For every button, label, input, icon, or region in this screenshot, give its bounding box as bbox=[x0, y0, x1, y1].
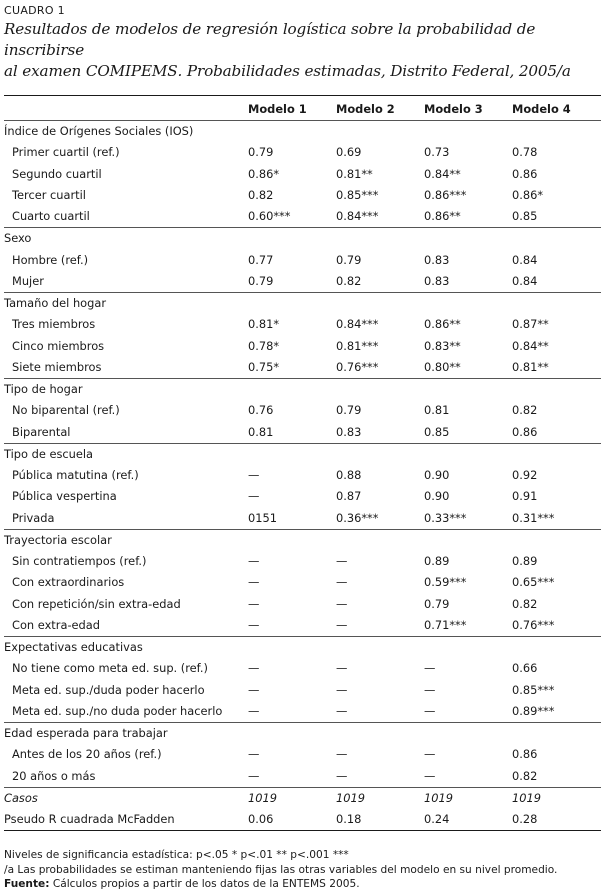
source-text-pre: Cálculos propios a partir de los datos de la bbox=[49, 878, 283, 891]
note-a: /a Las probabilidades se estiman manteniendo fijas las otras variables del modelo en su nivel promedio. bbox=[4, 863, 558, 876]
cell: 1019 bbox=[424, 787, 512, 809]
cell: 0.69 bbox=[336, 145, 362, 160]
cell: 0.83 bbox=[424, 273, 450, 288]
cell: 0.81*** bbox=[336, 338, 379, 353]
cell: 0.85 bbox=[512, 209, 538, 223]
table-row bbox=[4, 465, 601, 486]
cell: 0.86** bbox=[424, 209, 461, 223]
cell: 0.82 bbox=[512, 596, 538, 611]
row-label: Mujer bbox=[12, 273, 44, 288]
table-row bbox=[4, 680, 601, 701]
cell: 0.82 bbox=[512, 403, 538, 418]
cell: — bbox=[336, 575, 348, 590]
table-row bbox=[4, 185, 601, 206]
cell: 0.83** bbox=[424, 338, 461, 353]
column-header: Modelo 2 bbox=[336, 96, 424, 121]
table-row bbox=[4, 142, 601, 163]
header-row bbox=[4, 96, 601, 121]
table-row bbox=[4, 572, 601, 593]
cell: — bbox=[336, 703, 348, 718]
bottom-rule bbox=[4, 830, 601, 831]
group-row bbox=[4, 121, 601, 143]
cell: 0.86* bbox=[512, 187, 544, 202]
cell: 0.81** bbox=[336, 166, 373, 181]
cell: 0151 bbox=[248, 510, 277, 525]
cell: — bbox=[248, 768, 260, 783]
source-acronym: ENTEMS bbox=[282, 878, 326, 891]
group-label: Tipo de escuela bbox=[4, 443, 601, 465]
row-label: Biparental bbox=[12, 424, 71, 439]
table-label: CUADRO 1 bbox=[4, 4, 65, 17]
table-notes bbox=[4, 848, 601, 892]
column-header: Modelo 3 bbox=[424, 96, 512, 121]
cell: — bbox=[424, 747, 436, 762]
title-acronym: COMIPEMS bbox=[85, 62, 178, 80]
table-row bbox=[4, 766, 601, 788]
cell: — bbox=[424, 703, 436, 718]
table-row bbox=[4, 486, 601, 507]
cell: — bbox=[248, 661, 260, 676]
cell: — bbox=[336, 554, 348, 568]
cell: 0.24 bbox=[424, 812, 450, 826]
cell: 0.90 bbox=[424, 468, 450, 482]
cell: 0.92 bbox=[512, 468, 538, 482]
cell: 0.84 bbox=[512, 273, 538, 288]
title-line-2 bbox=[4, 61, 601, 82]
row-label: No biparental (ref.) bbox=[12, 403, 120, 418]
row-label: Meta ed. sup./no duda poder hacerlo bbox=[12, 703, 223, 718]
table-row bbox=[4, 400, 601, 421]
cell: — bbox=[248, 554, 260, 568]
cell: 0.79 bbox=[248, 273, 274, 288]
cell: 0.86*** bbox=[424, 187, 467, 202]
group-row bbox=[4, 637, 601, 659]
row-label: Pública vespertina bbox=[12, 489, 117, 504]
source-label: Fuente: bbox=[4, 878, 50, 891]
group-label: Tipo de hogar bbox=[4, 379, 601, 401]
cell: 0.87** bbox=[512, 317, 549, 332]
cell: 0.86 bbox=[512, 747, 538, 762]
cell: 0.89 bbox=[424, 554, 450, 568]
cell: — bbox=[336, 682, 348, 697]
cell: — bbox=[248, 747, 260, 762]
cell: 1019 bbox=[248, 787, 336, 809]
cell: — bbox=[336, 617, 348, 632]
cell: — bbox=[248, 575, 260, 590]
cell: 0.86 bbox=[512, 424, 538, 439]
cell: 0.79 bbox=[248, 145, 274, 160]
cell: 0.87 bbox=[336, 489, 362, 504]
cell: — bbox=[248, 489, 260, 504]
cell: 0.82 bbox=[512, 768, 538, 783]
cell: 0.86* bbox=[248, 166, 280, 181]
pseudo-r2-row bbox=[4, 809, 601, 830]
table-row bbox=[4, 744, 601, 765]
cell: 0.85*** bbox=[336, 187, 379, 202]
cell: 0.86 bbox=[512, 166, 538, 181]
cell: 0.60*** bbox=[248, 209, 291, 223]
row-label: Cinco miembros bbox=[12, 338, 105, 353]
row-label: Cuarto cuartil bbox=[12, 209, 90, 223]
row-label: Segundo cuartil bbox=[12, 166, 102, 181]
table-row bbox=[4, 250, 601, 271]
row-label: Antes de los 20 años (ref.) bbox=[12, 747, 162, 762]
row-label: Pseudo R cuadrada McFadden bbox=[4, 812, 175, 826]
row-label: Pública matutina (ref.) bbox=[12, 468, 139, 482]
cell: 0.18 bbox=[336, 812, 362, 826]
cell: — bbox=[336, 661, 348, 676]
group-label: Tamaño del hogar bbox=[4, 293, 601, 315]
row-label: Con repetición/sin extra-edad bbox=[12, 596, 181, 611]
cell: 0.71*** bbox=[424, 617, 467, 632]
cell: 0.78* bbox=[248, 338, 280, 353]
cell: 0.06 bbox=[248, 812, 274, 826]
significance-note: Niveles de significancia estadística: p<.05 * p<.01 ** p<.001 *** bbox=[4, 849, 349, 862]
table-row bbox=[4, 271, 601, 293]
row-label: No tiene como meta ed. sup. (ref.) bbox=[12, 661, 208, 676]
cell: 0.84*** bbox=[336, 317, 379, 332]
group-label: Expectativas educativas bbox=[4, 637, 601, 659]
cell: 0.82 bbox=[336, 273, 362, 288]
column-header: Modelo 1 bbox=[248, 96, 336, 121]
row-label: Primer cuartil (ref.) bbox=[12, 145, 120, 160]
group-row bbox=[4, 443, 601, 465]
cell: — bbox=[248, 703, 260, 718]
cell: 0.76*** bbox=[336, 359, 379, 374]
cell: 0.85*** bbox=[512, 682, 555, 697]
casos-row bbox=[4, 787, 601, 809]
cell: 0.66 bbox=[512, 661, 538, 676]
row-label: Tercer cuartil bbox=[12, 187, 86, 202]
cell: 0.78 bbox=[512, 145, 538, 160]
cell: 0.85 bbox=[424, 424, 450, 439]
cell: 0.84** bbox=[512, 338, 549, 353]
cell: 0.79 bbox=[336, 403, 362, 418]
group-label: Índice de Orígenes Sociales (IOS) bbox=[4, 121, 601, 143]
cell: 1019 bbox=[512, 787, 601, 809]
table-body bbox=[4, 121, 601, 788]
row-label: Siete miembros bbox=[12, 359, 102, 374]
cell: 0.65*** bbox=[512, 575, 555, 590]
cell: 0.33*** bbox=[424, 510, 467, 525]
cell: 0.59*** bbox=[424, 575, 467, 590]
cell: 0.84** bbox=[424, 166, 461, 181]
row-label: Con extraordinarios bbox=[12, 575, 125, 590]
cell: 0.83 bbox=[336, 424, 362, 439]
group-label: Edad esperada para trabajar bbox=[4, 723, 601, 745]
row-label: Meta ed. sup./duda poder hacerlo bbox=[12, 682, 205, 697]
cell: 0.86** bbox=[424, 317, 461, 332]
cell: — bbox=[248, 617, 260, 632]
cell: 0.81 bbox=[248, 424, 274, 439]
table-row bbox=[4, 594, 601, 615]
cell: 0.79 bbox=[424, 596, 450, 611]
row-label: Con extra-edad bbox=[12, 617, 100, 632]
cell: — bbox=[336, 747, 348, 762]
cell: 0.89 bbox=[512, 554, 538, 568]
cell: 0.81 bbox=[424, 403, 450, 418]
table-row bbox=[4, 206, 601, 228]
cell: — bbox=[424, 661, 436, 676]
table-row bbox=[4, 701, 601, 723]
cell: 0.36*** bbox=[336, 510, 379, 525]
title-line-2-post: . Probabilidades estimadas, Distrito Federal, 2005/a bbox=[177, 62, 571, 80]
cell: 0.81** bbox=[512, 359, 549, 374]
row-label: Hombre (ref.) bbox=[12, 252, 89, 267]
cell: — bbox=[248, 468, 260, 482]
cell: 0.28 bbox=[512, 812, 538, 826]
cell: 0.91 bbox=[512, 489, 538, 504]
cell: 0.83 bbox=[424, 252, 450, 267]
row-label: Privada bbox=[12, 510, 55, 525]
cell: — bbox=[248, 596, 260, 611]
cell: — bbox=[248, 682, 260, 697]
cell: 0.84 bbox=[512, 252, 538, 267]
cell: 0.88 bbox=[336, 468, 362, 482]
group-row bbox=[4, 293, 601, 315]
group-row bbox=[4, 529, 601, 551]
table-row bbox=[4, 336, 601, 357]
source-note bbox=[4, 877, 601, 892]
group-label: Sexo bbox=[4, 228, 601, 250]
cell: 0.90 bbox=[424, 489, 450, 504]
row-label: Sin contratiempos (ref.) bbox=[12, 554, 147, 568]
column-header: Modelo 4 bbox=[512, 96, 601, 121]
cell: 0.76*** bbox=[512, 617, 555, 632]
table-row bbox=[4, 357, 601, 379]
group-row bbox=[4, 723, 601, 745]
cell: 0.89*** bbox=[512, 703, 555, 718]
cell: 0.79 bbox=[336, 252, 362, 267]
table-row bbox=[4, 164, 601, 185]
column-header bbox=[4, 96, 248, 121]
cell: 0.76 bbox=[248, 403, 274, 418]
cell: 0.84*** bbox=[336, 209, 379, 223]
table-row bbox=[4, 615, 601, 637]
table-figure bbox=[4, 0, 601, 892]
table-row bbox=[4, 551, 601, 572]
group-label: Trayectoria escolar bbox=[4, 529, 601, 551]
title-line-1: Resultados de modelos de regresión logística sobre la probabilidad de inscribirse bbox=[4, 20, 536, 59]
cell: 0.73 bbox=[424, 145, 450, 160]
cell: — bbox=[424, 768, 436, 783]
title-line-2-pre: al examen bbox=[4, 62, 86, 80]
cell: 0.80** bbox=[424, 359, 461, 374]
group-row bbox=[4, 228, 601, 250]
cell: 0.31*** bbox=[512, 510, 555, 525]
group-row bbox=[4, 379, 601, 401]
row-label: Tres miembros bbox=[12, 317, 96, 332]
row-label: 20 años o más bbox=[12, 768, 96, 783]
source-text-post: 2005. bbox=[325, 878, 360, 891]
table-row bbox=[4, 508, 601, 530]
cell: 1019 bbox=[336, 787, 424, 809]
table-title bbox=[4, 19, 601, 82]
cell: 0.75* bbox=[248, 359, 280, 374]
results-table bbox=[4, 96, 601, 830]
cell: — bbox=[336, 596, 348, 611]
table-row bbox=[4, 422, 601, 444]
table-row bbox=[4, 314, 601, 335]
cell: 0.81* bbox=[248, 317, 280, 332]
cell: 0.77 bbox=[248, 252, 274, 267]
row-label: Casos bbox=[4, 787, 248, 809]
table-row bbox=[4, 658, 601, 679]
cell: 0.82 bbox=[248, 187, 274, 202]
cell: — bbox=[336, 768, 348, 783]
cell: — bbox=[424, 682, 436, 697]
